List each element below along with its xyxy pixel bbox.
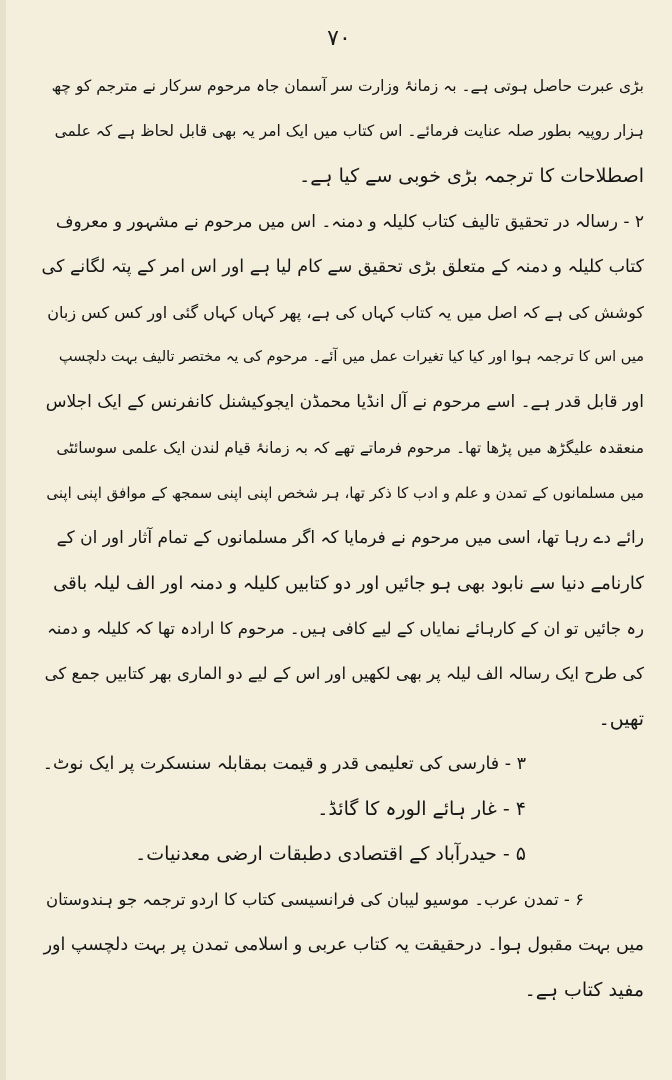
text-line: اصطلاحات کا ترجمہ بڑی خوبی سے کیا ہے۔ <box>299 165 644 188</box>
text-line: منعقدہ علیگڑھ میں پڑھا تھا۔ مرحوم فرماتے تھے کہ بہ زمانۂ قیام لندن ایک علمی سوسائٹی <box>56 438 644 457</box>
text-line: کارنامے دنیا سے نابود بھی ہو جائیں اور دو کتابیں کلیلہ و دمنہ اور الف لیلہ باقی <box>53 573 644 595</box>
text-line: کتاب کلیلہ و دمنہ کے متعلق بڑی تحقیق سے کام لیا ہے اور اس امر کے پتہ لگانے کی <box>41 256 644 277</box>
text-line: تھیں۔ <box>598 707 644 730</box>
text-line: مفید کتاب ہے۔ <box>524 978 644 1001</box>
text-line: کوشش کی ہے کہ اصل میں یہ کتاب کہاں کی ہے، پھر کہاں کہاں گئی اور کس کس زبان <box>47 302 644 322</box>
text-line: میں اس کا ترجمہ ہوا اور کیا کیا تغیرات عمل میں آئے۔ مرحوم کی یہ مختصر تالیف بہت دلچسپ <box>58 349 644 366</box>
text-line: میں بہت مقبول ہوا۔ درحقیقت یہ کتاب عربی و اسلامی تمدن پر بہت دلچسپ اور <box>43 934 644 955</box>
text-line: ۳ - فارسی کی تعلیمی قدر و قیمت بمقابلہ سنسکرت پر ایک نوٹ۔ <box>42 753 526 774</box>
text-line: ۴ - غار ہائے الورہ کا گائڈ۔ <box>317 798 526 820</box>
text-line: بڑی عبرت حاصل ہوتی ہے۔ بہ زمانۂ وزارت سر آسمان جاہ مرحوم سرکار نے مترجم کو چھ <box>51 77 644 95</box>
text-line: اور قابل قدر ہے۔ اسے مرحوم نے آل انڈیا محمڈن ایجوکیشنل کانفرنس کے ایک اجلاس <box>45 392 644 413</box>
text-line: ۵ - حیدرآباد کے اقتصادی دطبقات ارضی معدنیات۔ <box>135 843 526 866</box>
text-line: کی طرح ایک رسالہ الف لیلہ پر بھی لکھیں اور اس کے لیے دو الماری بھر کتابیں جمع کی <box>44 664 644 684</box>
page-body-text <box>40 64 644 1013</box>
text-line: رائے دے رہا تھا، اسی میں مرحوم نے فرمایا کہ اگر مسلمانوں کے تمام آثار اور ان کے <box>56 527 644 548</box>
text-line: ۶ - تمدن عرب۔ موسیو لیبان کی فرانسیسی کتاب کا اردو ترجمہ جو ہندوستان <box>45 890 584 910</box>
text-line: ہزار روپیہ بطور صلہ عنایت فرمائے۔ اس کتاب میں ایک امر یہ بھی قابل لحاظ ہے کہ علمی <box>54 122 644 141</box>
text-line: ۲ - رسالہ در تحقیق تالیف کتاب کلیلہ و دمنہ۔ اس میں مرحوم نے مشہور و معروف <box>55 211 644 232</box>
text-line: رہ جائیں تو ان کے کارہائے نمایاں کے لیے کافی ہیں۔ مرحوم کا ارادہ تھا کہ کلیلہ و دمنہ <box>47 619 644 639</box>
text-line: میں مسلمانوں کے تمدن و علم و ادب کا ذکر تھا، ہر شخص اپنی اپنی سمجھ کے موافق اپنی اپنی <box>46 483 644 502</box>
page-number: ۷۰ <box>327 26 351 51</box>
